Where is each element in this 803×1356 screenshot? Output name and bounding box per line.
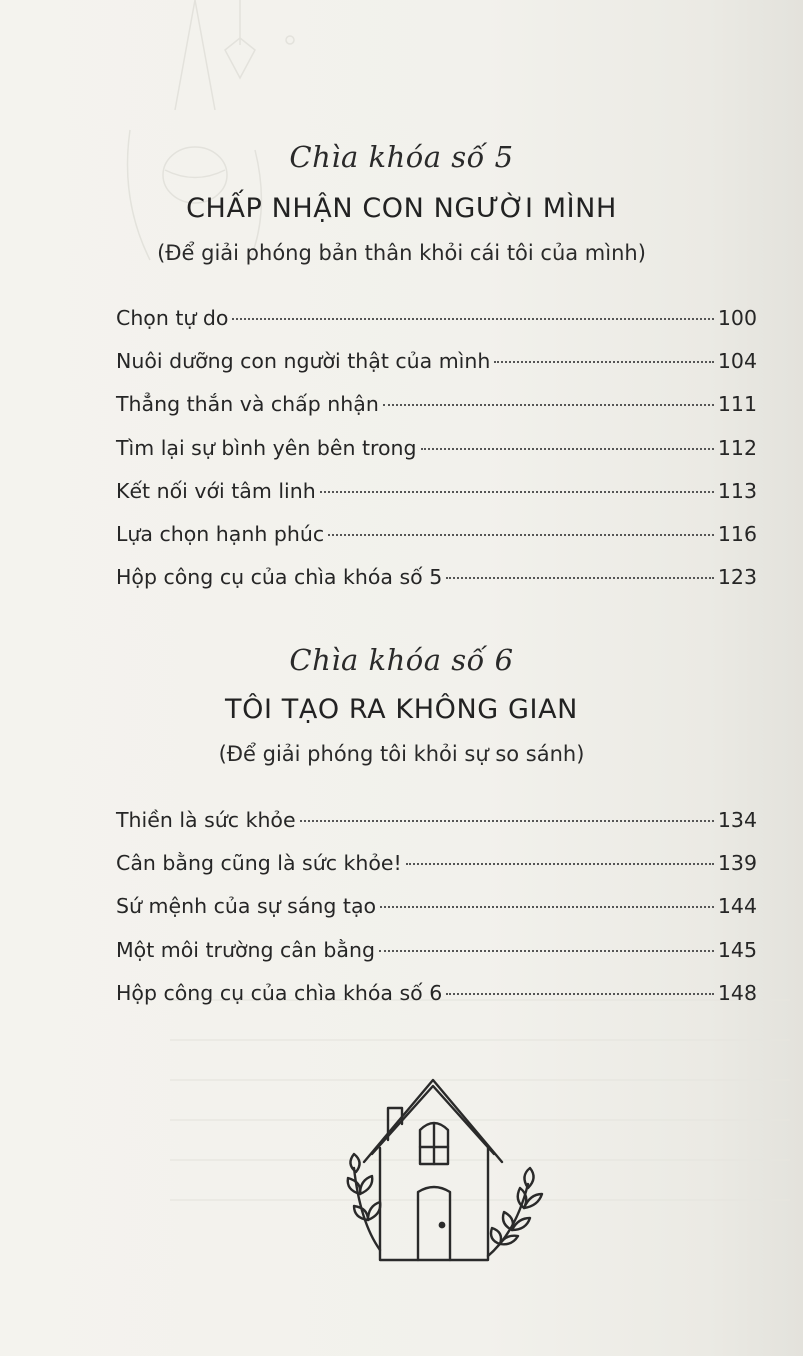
- toc-entry[interactable]: [116, 306, 757, 349]
- dot-leader: [406, 863, 714, 865]
- toc-entry[interactable]: [116, 479, 757, 522]
- dot-leader: [232, 318, 713, 320]
- toc-entry-label: Lựa chọn hạnh phúc: [116, 521, 325, 546]
- toc-entry-page: 123: [717, 565, 757, 590]
- toc-entry-label: Cân bằng cũng là sức khỏe!: [116, 851, 402, 876]
- dot-leader: [383, 404, 714, 406]
- toc-entry-page: 111: [717, 392, 757, 417]
- toc-entry[interactable]: [116, 894, 757, 937]
- toc-entry[interactable]: [116, 981, 757, 1024]
- toc-entry[interactable]: [116, 522, 757, 565]
- toc-entry-page: 134: [717, 808, 757, 832]
- section-6-toc-list: [116, 808, 757, 1024]
- toc-entry[interactable]: [116, 392, 757, 435]
- toc-entry-page: 144: [717, 894, 757, 919]
- toc-entry-label: Hộp công cụ của chìa khóa số 6: [116, 980, 443, 1005]
- toc-entry-label: Nuôi dưỡng con người thật của mình: [116, 349, 491, 374]
- section-5-subtitle: (Để giải phóng bản thân khỏi cái tôi của mình): [157, 241, 646, 265]
- toc-entry-label: Thẳng thắn và chấp nhận: [116, 392, 379, 417]
- section-6-script-heading: Chìa khóa số 6: [289, 643, 514, 677]
- dot-leader: [379, 950, 714, 952]
- toc-entry[interactable]: [116, 349, 757, 392]
- toc-entry-label: Tìm lại sự bình yên bên trong: [116, 435, 417, 460]
- toc-entry-label: Hộp công cụ của chìa khóa số 5: [116, 565, 443, 590]
- toc-entry[interactable]: [116, 938, 757, 981]
- toc-entry-page: 112: [717, 435, 757, 460]
- toc-entry[interactable]: [116, 808, 757, 851]
- toc-entry-label: Kết nối với tâm linh: [116, 478, 316, 503]
- dot-leader: [446, 993, 714, 995]
- toc-entry-label: Sứ mệnh của sự sáng tạo: [116, 894, 377, 919]
- toc-entry-page: 104: [717, 349, 757, 374]
- toc-entry-label: Thiền là sức khỏe: [116, 808, 296, 832]
- toc-entry-page: 113: [717, 478, 757, 503]
- section-6-title: TÔI TẠO RA KHÔNG GIAN: [225, 694, 578, 725]
- toc-entry-label: Chọn tự do: [116, 306, 229, 330]
- toc-entry-page: 100: [717, 306, 757, 330]
- toc-entry-page: 145: [717, 937, 757, 962]
- dot-leader: [328, 534, 714, 536]
- dot-leader: [320, 491, 714, 493]
- house-with-leaves-icon: [332, 1072, 562, 1272]
- section-5-title: CHẤP NHẬN CON NGƯỜI MÌNH: [186, 193, 617, 224]
- dot-leader: [446, 577, 714, 579]
- toc-entry-label: Một môi trường cân bằng: [116, 937, 375, 962]
- toc-entry-page: 116: [717, 521, 757, 546]
- toc-entry-page: 148: [717, 980, 757, 1005]
- dot-leader: [494, 361, 713, 363]
- section-5-toc-list: [116, 306, 757, 608]
- section-5-script-heading: Chìa khóa số 5: [289, 140, 514, 174]
- dot-leader: [300, 820, 714, 822]
- toc-entry[interactable]: [116, 851, 757, 894]
- toc-entry-page: 139: [717, 851, 757, 876]
- toc-entry[interactable]: [116, 565, 757, 608]
- toc-entry[interactable]: [116, 436, 757, 479]
- dot-leader: [421, 448, 714, 450]
- section-6-subtitle: (Để giải phóng tôi khỏi sự so sánh): [218, 742, 585, 766]
- dot-leader: [380, 906, 714, 908]
